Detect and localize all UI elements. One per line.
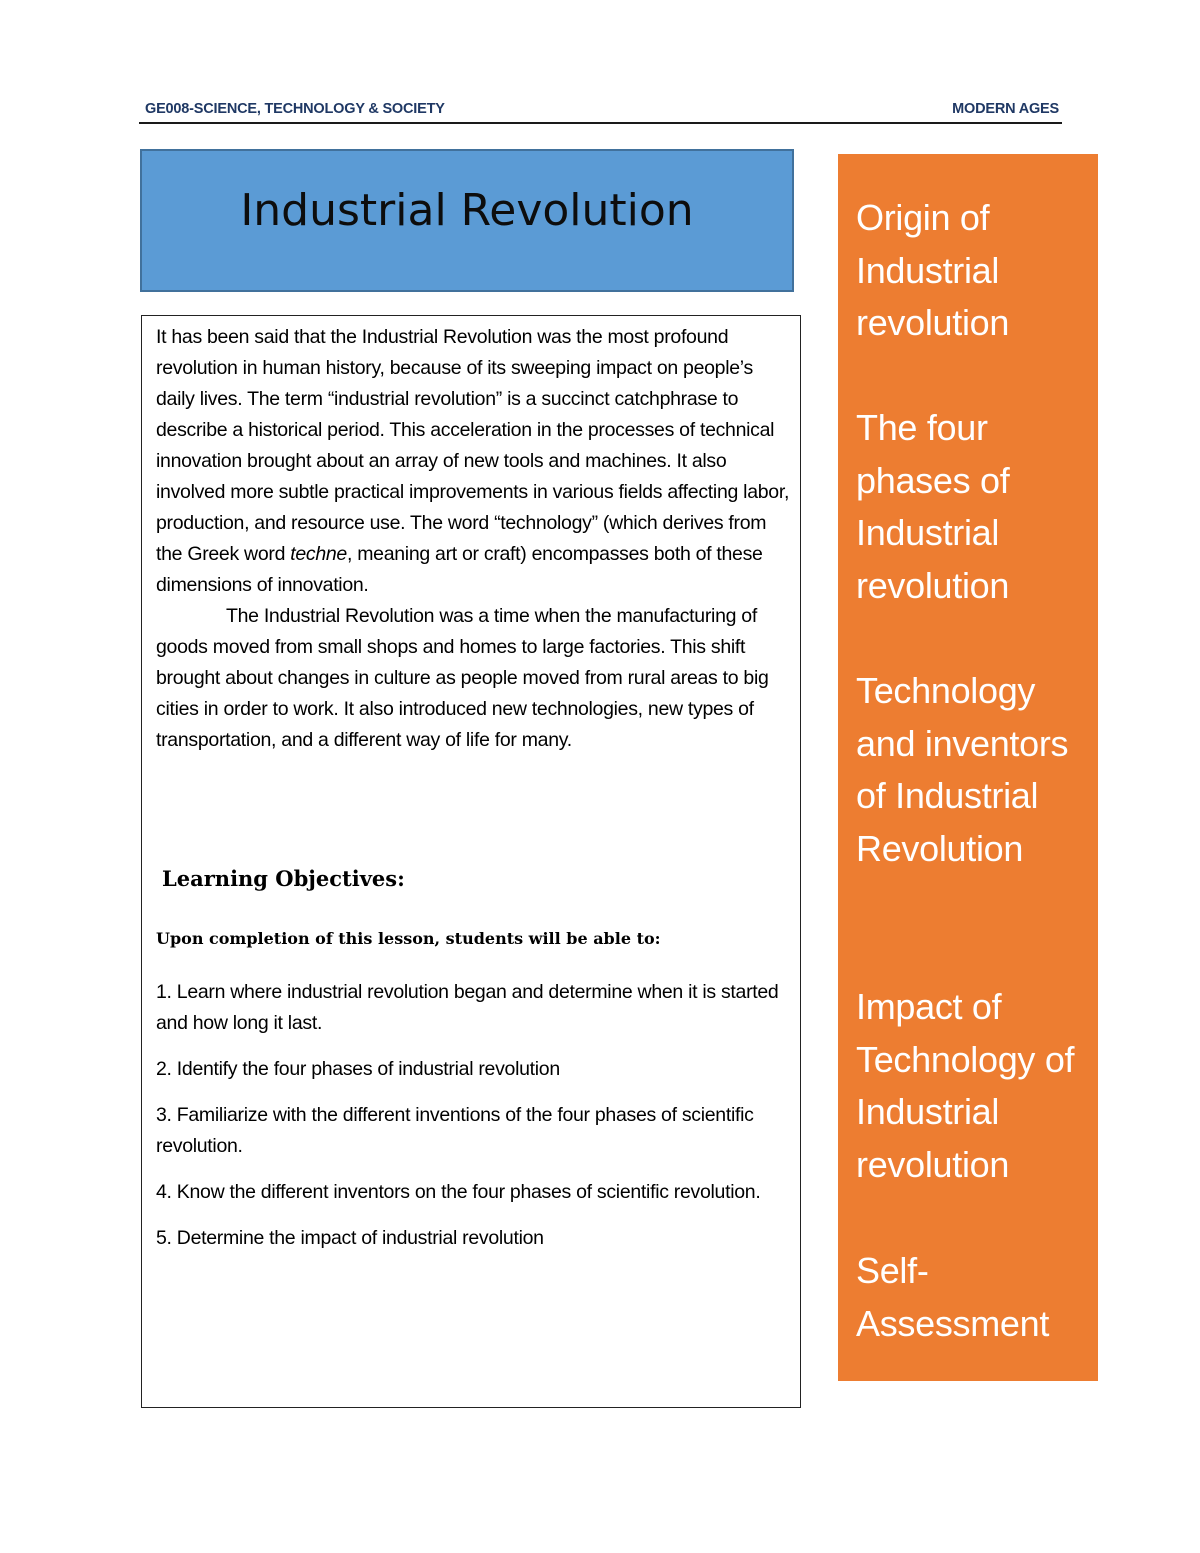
sidebar-topic-phases: The four phases of Industrial revolution [856,407,1010,606]
intro-p1-part-b: , meaning art or craft) encompasses both of these dimensions of innovation. [156,543,763,596]
topics-sidebar [838,154,1098,1381]
course-title: GE008-SCIENCE, TECHNOLOGY & SOCIETY [145,101,445,117]
learning-objectives-heading: Learning Objectives: [162,866,405,891]
objective-item: 3. Familiarize with the different inventions of the four phases of scientific revolution. [156,1104,754,1157]
objectives-list [156,977,796,1269]
intro-paragraph-2: The Industrial Revolution was a time when the manufacturing of goods moved from small shops and homes to large factories. This shift brought about changes in culture as people moved from rural areas to big cities in order to work. It also introduced new technologies, new types of transportation, and a different way of life for many. [156,605,769,751]
sidebar-topic-origin: Origin of Industrial revolution [856,197,1010,343]
intro-paragraph-1 [156,322,796,601]
learning-objectives-intro: Upon completion of this lesson, students will be able to: [156,929,661,948]
objective-item: 1. Learn where industrial revolution began and determine when it is started and how long it last. [156,981,779,1034]
page-title: Industrial Revolution [240,185,694,236]
page-header [139,98,1062,124]
title-banner [140,149,794,292]
objective-item: 4. Know the different inventors on the four phases of scientific revolution. [156,1181,761,1203]
sidebar-topic-self-assessment: Self-Assessment [856,1250,1050,1344]
content-box [141,315,801,1408]
sidebar-topic-impact: Impact of Technology of Industrial revolution [856,986,1075,1185]
intro-p1-part-a: It has been said that the Industrial Revolution was the most profound revolution in human history, because of its sweeping impact on people’s daily lives. The term “industrial revolution” is a succinct catchphrase to describe a historical period. This acceleration in the processes of technical innovation brought about an array of new tools and machines. It also involved more subtle practical improvements in various fields affecting labor, production, and resource use. The word “technology” (which derives from the Greek word [156,326,790,565]
objective-item: 2. Identify the four phases of industrial revolution [156,1058,560,1080]
sidebar-topic-technology: Technology and inventors of Industrial Revolution [856,670,1069,869]
section-title: MODERN AGES [952,101,1059,117]
intro-p1-emphasis: techne [290,543,347,565]
objective-item: 5. Determine the impact of industrial revolution [156,1227,544,1249]
intro-text [156,322,796,756]
